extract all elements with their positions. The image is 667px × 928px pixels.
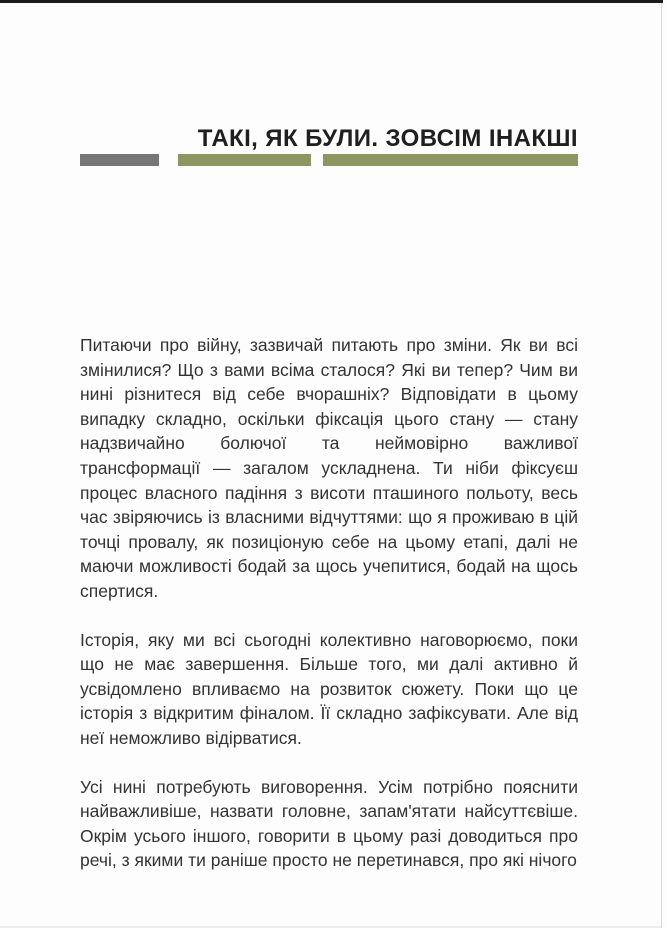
body-paragraph: Усі нині потребують виговорення. Усім потрібно пояснити найважливіше, назвати головне, запам'ятати найсуттєвіше. Окрім усього іншого, говорити в цьому разі доводиться про речі, з якими ти раніше просто не перетинався, про які нічого [80, 776, 578, 871]
body-text-block [80, 333, 578, 873]
bar-olive-long [323, 154, 578, 166]
chapter-title: ТАКІ, ЯК БУЛИ. ЗОВСІМ ІНАКШІ [197, 125, 578, 153]
body-paragraph: Питаючи про війну, зазвичай питають про зміни. Як ви всі змінилися? Що з вами всіма сталося? Які ви тепер? Чим ви нині різнитеся від себе вчорашніх? Відповідати в цьому випадку складно, оскільки фіксація цього стану — стану надзвичайно болючої та неймовірно важливої трансформації — загалом ускладнена. Ти ніби фіксуєш процес власного падіння з висоти пташиного польоту, весь час звіряючись із власними відчуттями: що я проживаю в цій точці провалу, як позиціоную себе на цьому етапі, далі не маючи можливості бодай за щось учепитися, бодай на щось спертися. [80, 335, 578, 601]
page-top-scan-edge [0, 0, 663, 3]
page-right-scan-edge [661, 3, 662, 928]
bar-olive-short [178, 154, 311, 166]
title-underline-bars [0, 154, 667, 166]
body-paragraph: Історія, яку ми всі сьогодні колективно наговорюємо, поки що не має завершення. Більше того, ми далі активно й усвідомлено впливаємо на розвиток сюжету. Поки що це історія з відкритим фіналом. Її складно зафіксувати. Але від неї неможливо відірватися. [80, 629, 578, 748]
bar-gray [80, 154, 159, 166]
